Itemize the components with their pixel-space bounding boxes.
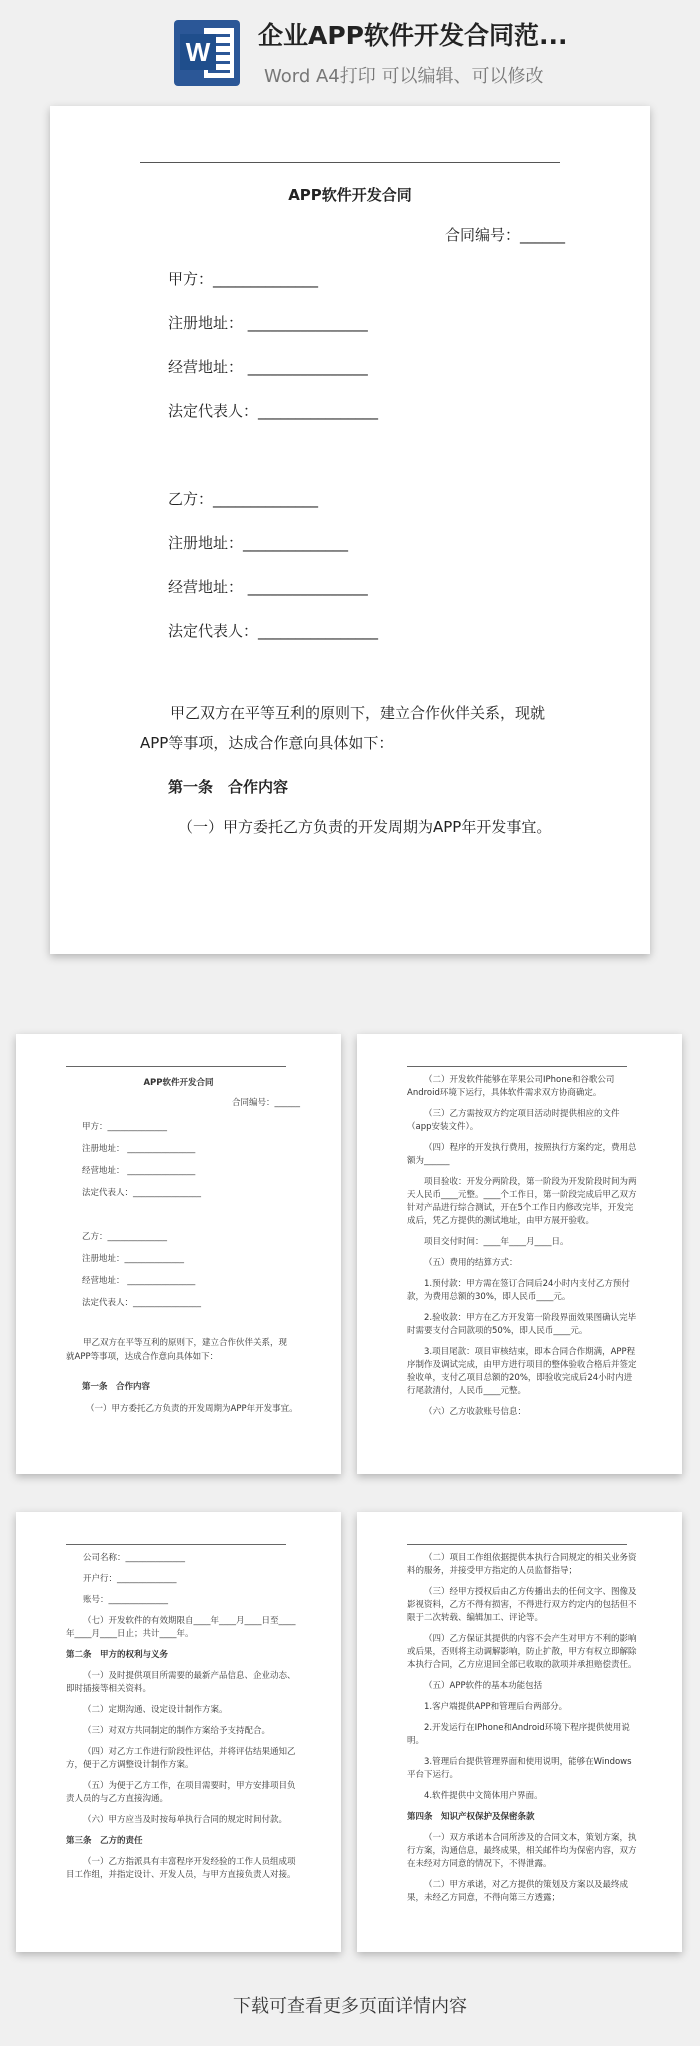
page4-paragraph: （四）乙方保证其提供的内容不会产生对甲方不利的影响或后果，否则将主动调解影响，防止扩散，甲方有权立即解除本执行合同，乙方应退回全部已收取的款项并承担赔偿责任。 bbox=[407, 1634, 637, 1670]
article-1-heading: 第一条 合作内容 bbox=[168, 778, 289, 796]
thumbnail-page-1[interactable] bbox=[16, 1034, 341, 1474]
thumb-legal-rep-b: 法定代表人：________________ bbox=[82, 1298, 202, 1308]
page3-paragraph: 公司名称：______________ bbox=[83, 1553, 186, 1563]
contract-title: APP软件开发合同 bbox=[288, 186, 412, 204]
thumbnail-page-3[interactable] bbox=[16, 1512, 341, 1952]
page2-paragraph: （六）乙方收款账号信息： bbox=[424, 1407, 527, 1417]
page3-paragraph: （五）为便于乙方工作，在项目需要时，甲方安排项目负责人员的与乙方直接沟通。 bbox=[66, 1781, 296, 1804]
page3-paragraph: 第二条 甲方的权利与义务 bbox=[66, 1650, 169, 1660]
page-header bbox=[0, 0, 700, 100]
party-a-name: 甲方：______________ bbox=[168, 270, 319, 288]
word-icon-letter: W bbox=[180, 34, 216, 70]
party-a-business-address: 经营地址： ________________ bbox=[168, 358, 368, 376]
page-subtitle: Word A4打印 可以编辑、可以修改 bbox=[264, 66, 544, 87]
page4-paragraph: （一）双方承诺本合同所涉及的合同文本，策划方案，执行方案，沟通信息，最终成果，相关邮件均为保密内容，双方在未经对方同意的情况下，不得泄露。 bbox=[407, 1833, 637, 1869]
page3-paragraph: （一）乙方指派具有丰富程序开发经验的工作人员组成项目工作组，并指定设计、开发人员，与甲方直接负责人对接。 bbox=[66, 1857, 296, 1880]
party-a-registered-address: 注册地址： ________________ bbox=[168, 314, 368, 332]
thumb-intro: 甲乙双方在平等互利的原则下，建立合作伙伴关系，现就APP等事项，达成合作意向具体如下： bbox=[66, 1338, 288, 1362]
thumb-biz-addr-b: 经营地址： ________________ bbox=[82, 1276, 196, 1286]
page2-paragraph: （五）费用的结算方式： bbox=[424, 1258, 518, 1268]
page2-paragraph: 项目验收：开发分两阶段，第一阶段为开发阶段时间为两天人民币____元整。____个工作日，第一阶段完成后甲乙双方针对产品进行综合测试，开在5个工作日内修改完毕，开发完成后，凭乙方提供的测试地址，由甲方展开验收。 bbox=[407, 1177, 637, 1226]
party-b-name: 乙方：______________ bbox=[168, 490, 319, 508]
page4-paragraph: 第四条 知识产权保护及保密条款 bbox=[407, 1812, 535, 1822]
thumb-contract-title: APP软件开发合同 bbox=[143, 1078, 214, 1088]
page4-paragraph: 3.管理后台提供管理界面和使用说明，能够在Windows平台下运行。 bbox=[407, 1757, 632, 1780]
thumb-item-1: （一）甲方委托乙方负责的开发周期为APP年开发事宜。 bbox=[86, 1404, 298, 1414]
page3-paragraph: （二）定期沟通、设定设计制作方案。 bbox=[83, 1705, 228, 1715]
page4-paragraph: 4.软件提供中文简体用户界面。 bbox=[424, 1791, 543, 1801]
thumb-article-1: 第一条 合作内容 bbox=[82, 1382, 151, 1392]
page4-paragraph: 1.客户端提供APP和管理后台两部分。 bbox=[424, 1702, 568, 1712]
top-rule bbox=[140, 162, 560, 163]
thumb-reg-addr-b: 注册地址：______________ bbox=[82, 1254, 185, 1264]
page4-paragraph: （三）经甲方授权后由乙方传播出去的任何文字、图像及影视资料，乙方不得有损害，不得进行双方约定内的包括但不限于二次转载、编辑加工、评论等。 bbox=[407, 1587, 637, 1623]
page2-paragraph: （三）乙方需按双方约定项目活动时提供相应的文件（app安装文件）。 bbox=[407, 1109, 620, 1132]
download-more-link[interactable]: 下载可查看更多页面详情内容 bbox=[233, 1996, 467, 2017]
page3-paragraph: 账号：______________ bbox=[83, 1595, 169, 1605]
page3-paragraph: （三）对双方共同制定的制作方案给予支持配合。 bbox=[83, 1726, 271, 1736]
page2-paragraph: 1.预付款：甲方需在签订合同后24小时内支付乙方预付款，为费用总额的30%，即人民币____元。 bbox=[407, 1279, 630, 1302]
intro-paragraph: 甲乙双方在平等互利的原则下，建立合作伙伴关系，现就APP等事项，达成合作意向具体如下： bbox=[140, 704, 546, 752]
page4-paragraph: （五）APP软件的基本功能包括 bbox=[424, 1681, 543, 1691]
page2-paragraph: （二）开发软件能够在苹果公司IPhone和谷歌公司Android环境下运行，具体软件需求双方协商确定。 bbox=[407, 1075, 615, 1098]
thumb-biz-addr-a: 经营地址： ________________ bbox=[82, 1166, 196, 1176]
contract-number: 合同编号：______ bbox=[445, 226, 566, 244]
word-document-icon bbox=[174, 20, 240, 86]
page4-paragraph: （二）甲方承诺，对乙方提供的策划及方案以及最终成果，未经乙方同意，不得向第三方透露； bbox=[407, 1880, 629, 1903]
thumb-party-b: 乙方：______________ bbox=[82, 1232, 168, 1242]
thumb-legal-rep-a: 法定代表人：________________ bbox=[82, 1188, 202, 1198]
thumbnail-page-4[interactable] bbox=[357, 1512, 682, 1952]
party-a-legal-rep: 法定代表人：________________ bbox=[168, 402, 379, 420]
party-b-business-address: 经营地址： ________________ bbox=[168, 578, 368, 596]
page3-paragraph: 开户行：______________ bbox=[83, 1574, 177, 1584]
page3-paragraph: （四）对乙方工作进行阶段性评估，并将评估结果通知乙方，便于乙方调整设计制作方案。 bbox=[66, 1747, 296, 1770]
page2-paragraph: 3.项目尾款：项目审核结束，即本合同合作期满，APP程序制作及调试完成，由甲方进行项目的整体验收合格后并签定验收单，支付乙项目总额的20%，即验收完成后24小时内进行尾款清付，人民币____元整。 bbox=[407, 1347, 637, 1396]
article-1-item-1: （一）甲方委托乙方负责的开发周期为APP年开发事宜。 bbox=[178, 818, 552, 836]
page3-paragraph: 第三条 乙方的责任 bbox=[66, 1836, 143, 1846]
page-title: 企业APP软件开发合同范... bbox=[258, 21, 568, 50]
page2-paragraph: 2.验收款：甲方在乙方开发第一阶段界面效果图确认完毕时需要支付合同款项的50%，即人民币____元。 bbox=[407, 1313, 637, 1336]
thumb-reg-addr-a: 注册地址： ________________ bbox=[82, 1144, 196, 1154]
page3-paragraph: （七）开发软件的有效期限自____年____月____日至____年____月____日止；共计____年。 bbox=[66, 1616, 296, 1639]
thumb-contract-number: 合同编号：______ bbox=[232, 1098, 301, 1108]
page4-paragraph: 2.开发运行在IPhone和Android环境下程序提供使用说明。 bbox=[407, 1723, 630, 1746]
thumb-party-a: 甲方：______________ bbox=[82, 1122, 168, 1132]
page3-paragraph: （一）及时提供项目所需要的最新产品信息、企业动态、即时插接等相关资料。 bbox=[66, 1671, 296, 1694]
document-preview-page-1 bbox=[50, 106, 650, 954]
page2-paragraph: 项目交付时间：____年____月____日。 bbox=[424, 1237, 569, 1247]
page2-paragraph: （四）程序的开发执行费用，按照执行方案约定，费用总额为______ bbox=[407, 1143, 637, 1166]
page3-paragraph: （六）甲方应当及时按每单执行合同的规定时间付款。 bbox=[83, 1815, 288, 1825]
party-b-registered-address: 注册地址：______________ bbox=[168, 534, 349, 552]
page4-paragraph: （二）项目工作组依据提供本执行合同规定的相关业务资料的服务，并接受甲方指定的人员监督指导； bbox=[407, 1553, 637, 1576]
thumbnail-page-2[interactable] bbox=[357, 1034, 682, 1474]
party-b-legal-rep: 法定代表人：________________ bbox=[168, 622, 379, 640]
